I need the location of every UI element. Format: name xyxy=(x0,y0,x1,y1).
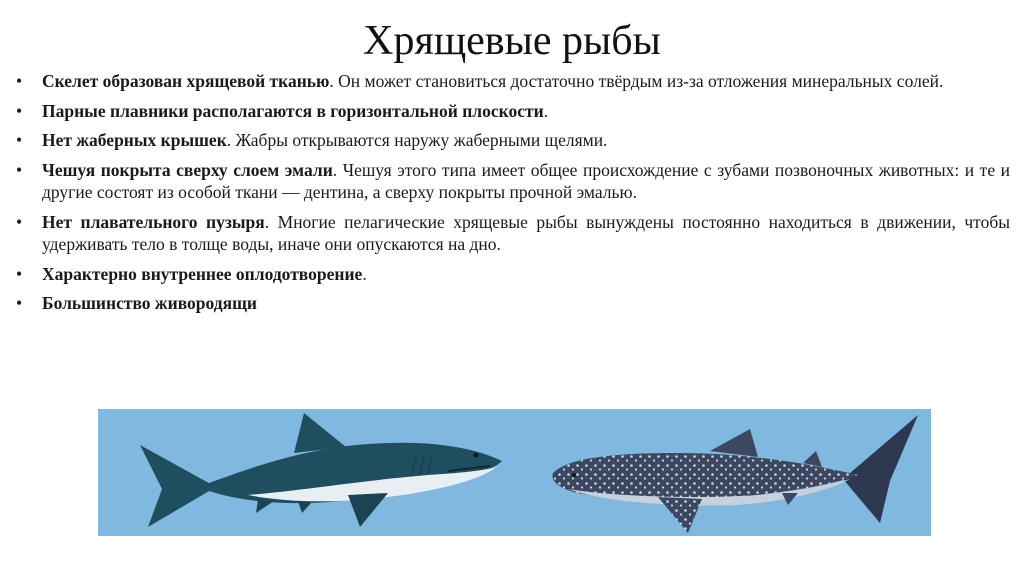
bullet-text: . xyxy=(543,100,549,121)
bullet-item xyxy=(14,70,1010,93)
bullet-text: . Чешуя этого типа имеет общее происхождение с зубами позвоночных животных: и те и другие состоят из особой ткани — дентина, а сверху покрыты прочной эмалью. xyxy=(42,159,1010,202)
bullet-item xyxy=(14,292,1010,315)
bullet-marker: • xyxy=(16,211,23,232)
bullet-text: . Он может становиться достаточно твёрдым из-за отложения минеральных солей. xyxy=(329,71,944,91)
bullet-bold-text: Нет плавательного пузыря xyxy=(42,211,265,232)
bullet-marker: • xyxy=(16,130,23,150)
slide-title: Хрящевые рыбы xyxy=(363,18,661,64)
bullet-list xyxy=(14,70,1010,322)
bullet-marker: • xyxy=(16,293,23,313)
bullet-marker: • xyxy=(16,263,23,284)
bullet-marker: • xyxy=(16,100,23,121)
bullet-bold-text: Нет жаберных крышек xyxy=(42,130,227,150)
bullet-item xyxy=(14,211,1010,256)
bullet-marker: • xyxy=(16,71,23,91)
bullet-bold-text: Большинство живородящи xyxy=(42,293,257,313)
bullet-item xyxy=(14,129,1010,152)
bullet-item xyxy=(14,159,1010,204)
bullet-text: . xyxy=(362,263,367,284)
bullet-text: . Жабры открываются наружу жаберными щелями. xyxy=(226,130,608,150)
bullet-item xyxy=(14,100,1010,123)
bullet-item xyxy=(14,263,1010,286)
sharks-illustration xyxy=(98,409,931,536)
bullet-text: . Многие пелагические хрящевые рыбы вынуждены постоянно находиться в движении, чтобы удерживать тело в толще воды, иначе они опускаются на дно. xyxy=(42,211,1010,254)
whale-shark-icon xyxy=(552,415,918,533)
bullet-bold-text: Скелет образован хрящевой тканью xyxy=(42,71,330,91)
bullet-bold-text: Парные плавники располагаются в горизонтальной плоскости xyxy=(42,100,544,121)
bullet-marker: • xyxy=(16,159,23,180)
great-white-shark-icon xyxy=(140,413,502,527)
bullet-bold-text: Чешуя покрыта сверху слоем эмали xyxy=(42,159,333,180)
bullet-bold-text: Характерно внутреннее оплодотворение xyxy=(42,263,363,284)
